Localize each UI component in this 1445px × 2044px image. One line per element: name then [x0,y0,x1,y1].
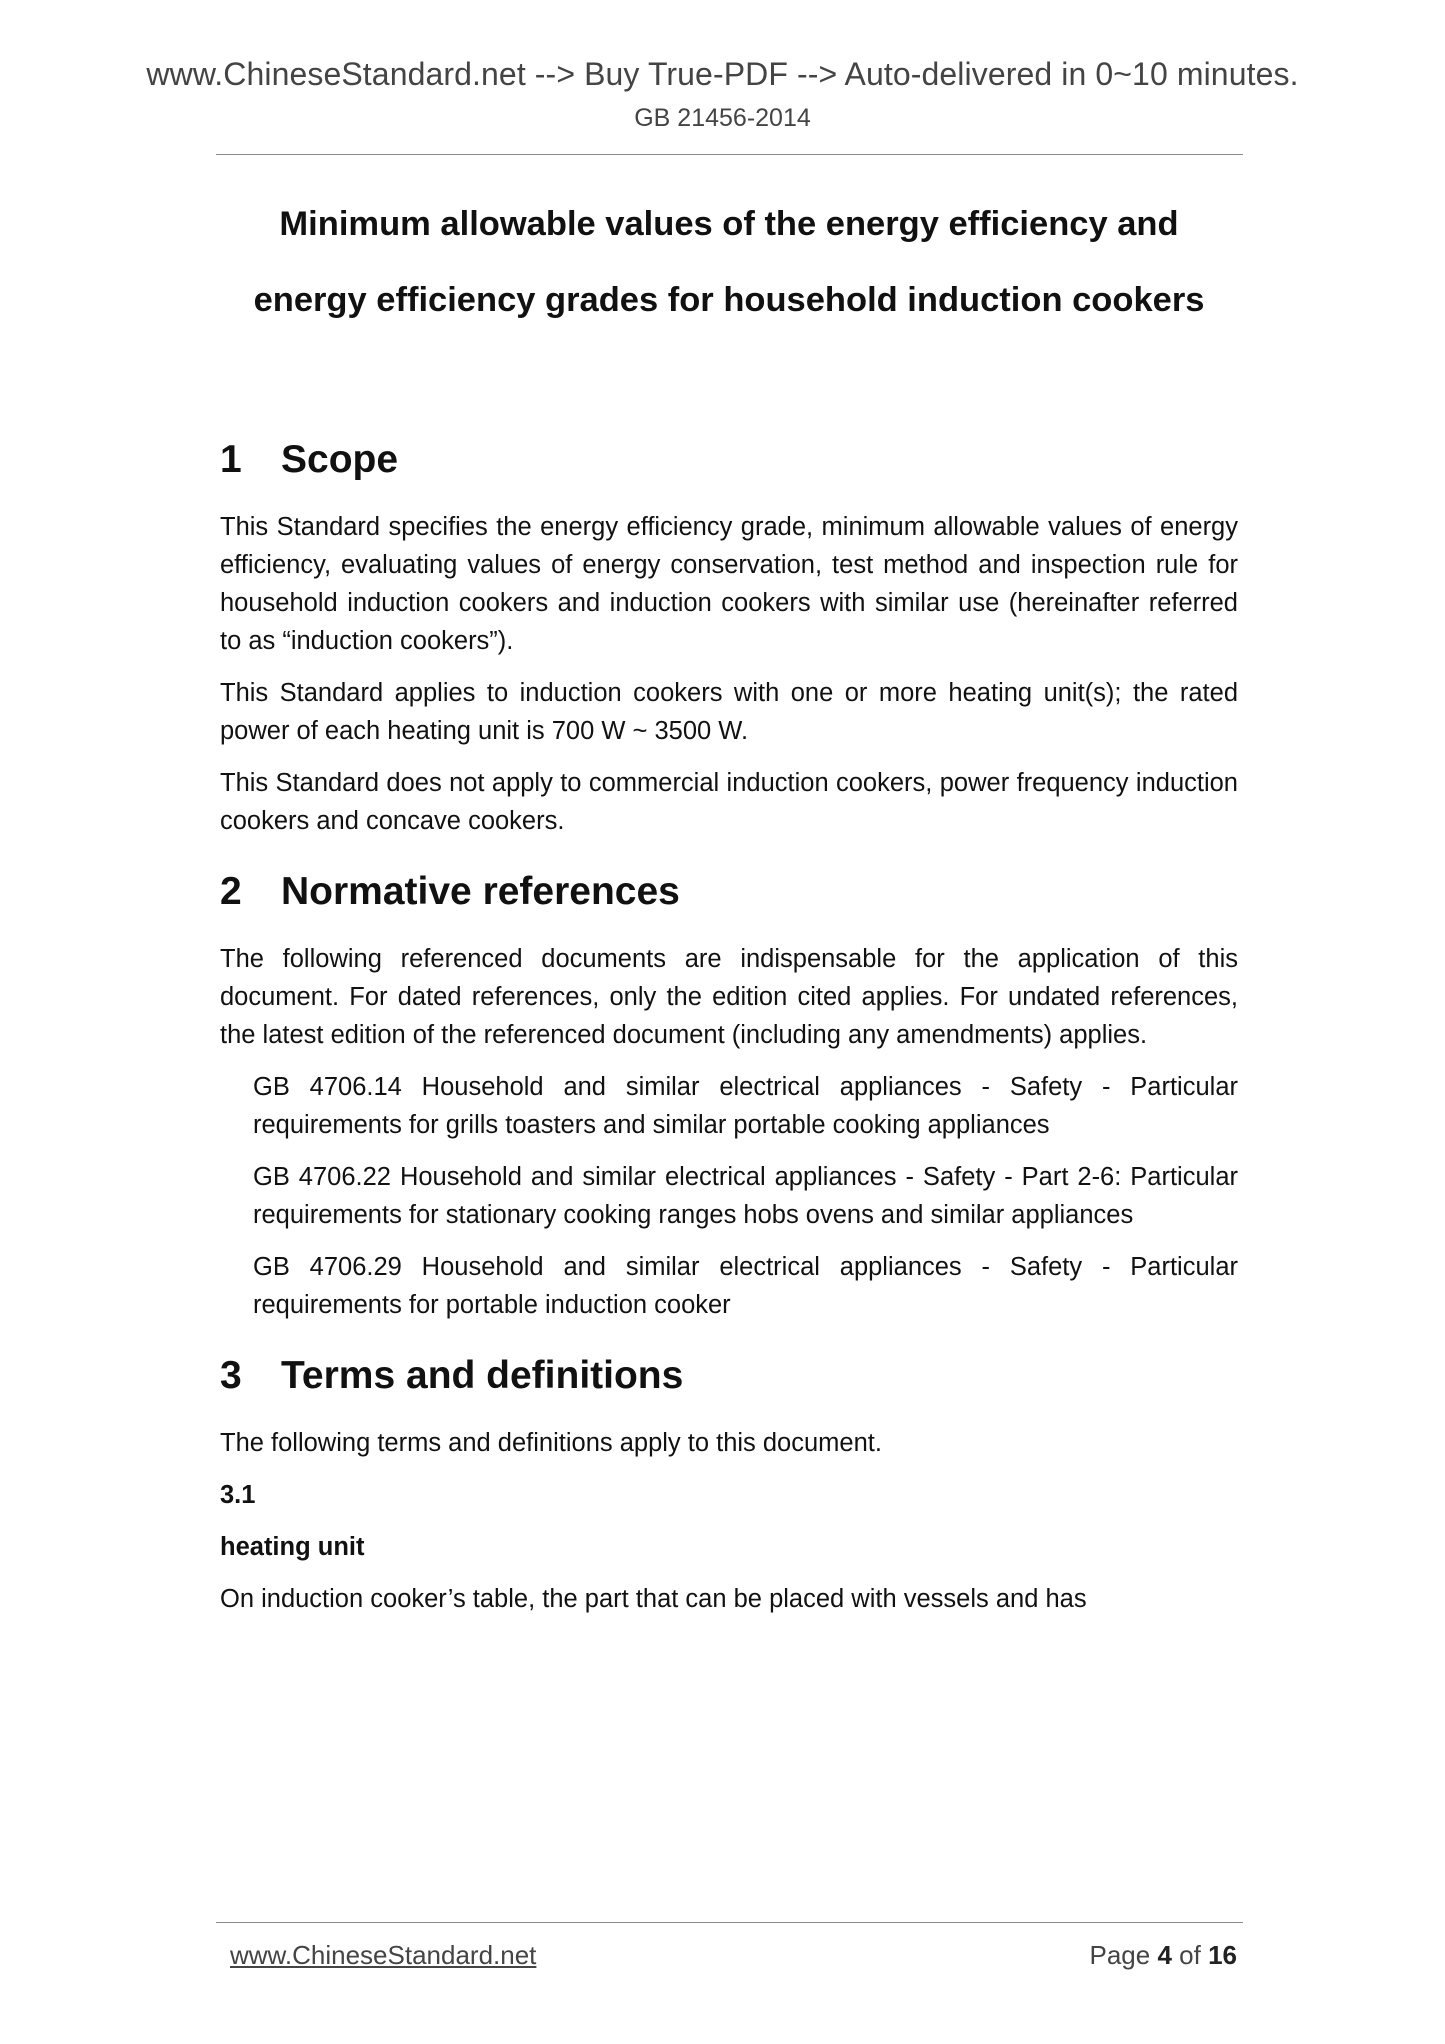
header-divider [216,154,1243,155]
reference-item: GB 4706.14 Household and similar electrical appliances - Safety - Particular requirements for grills toasters and similar portable cooking appliances [253,1073,1238,1139]
page-word: Page [1089,1940,1151,1970]
section-title: Terms and definitions [281,1354,684,1397]
section-title: Normative references [281,870,680,913]
section-heading-terms [220,1354,1238,1398]
header-banner: www.ChineseStandard.net --> Buy True-PDF --> Auto-delivered in 0~10 minutes. [146,56,1299,92]
scope-paragraph-1: This Standard specifies the energy efficiency grade, minimum allowable values of energy efficiency, evaluating values of energy conservation, test method and inspection rule for household induction cookers and induction cookers with similar use (hereinafter referred to as “induction cookers”). [220,513,1238,655]
section-number: 3 [220,1354,242,1397]
reference-item: GB 4706.22 Household and similar electrical appliances - Safety - Part 2-6: Particular requirements for stationary cooking ranges hobs ovens and similar appliances [253,1163,1238,1229]
section-heading-scope [220,438,1238,482]
page-of: of [1179,1940,1201,1970]
normative-intro: The following referenced documents are indispensable for the application of this document. For dated references, only the edition cited applies. For undated references, the latest edition of the referenced document (including any amendments) applies. [220,945,1238,1049]
scope-paragraph-2: This Standard applies to induction cookers with one or more heating unit(s); the rated power of each heating unit is 700 W ~ 3500 W. [220,679,1238,745]
section-number: 1 [220,438,242,481]
section-number: 2 [220,870,242,913]
terms-intro: The following terms and definitions apply to this document. [220,1429,882,1457]
footer-site-link[interactable]: www.ChineseStandard.net [230,1940,537,1970]
term-definition: On induction cooker’s table, the part that can be placed with vessels and has [220,1585,1087,1613]
page-content [220,186,1238,1618]
reference-item: GB 4706.29 Household and similar electrical appliances - Safety - Particular requirements for portable induction cooker [253,1253,1238,1319]
title-line-2: energy efficiency grades for household induction cookers [253,281,1205,319]
section-title: Scope [281,438,399,481]
title-line-1: Minimum allowable values of the energy efficiency and [279,205,1179,243]
page-total: 16 [1208,1940,1237,1970]
term-name: heating unit [220,1533,365,1561]
header-standard-code: GB 21456-2014 [634,104,811,132]
footer-divider [216,1922,1243,1923]
section-heading-normative-references [220,870,1238,914]
term-number: 3.1 [220,1481,256,1509]
page-number [1089,1940,1237,1971]
scope-paragraph-3: This Standard does not apply to commercial induction cookers, power frequency induction cookers and concave cookers. [220,769,1238,835]
document-title [220,186,1238,338]
page-current: 4 [1157,1940,1172,1970]
